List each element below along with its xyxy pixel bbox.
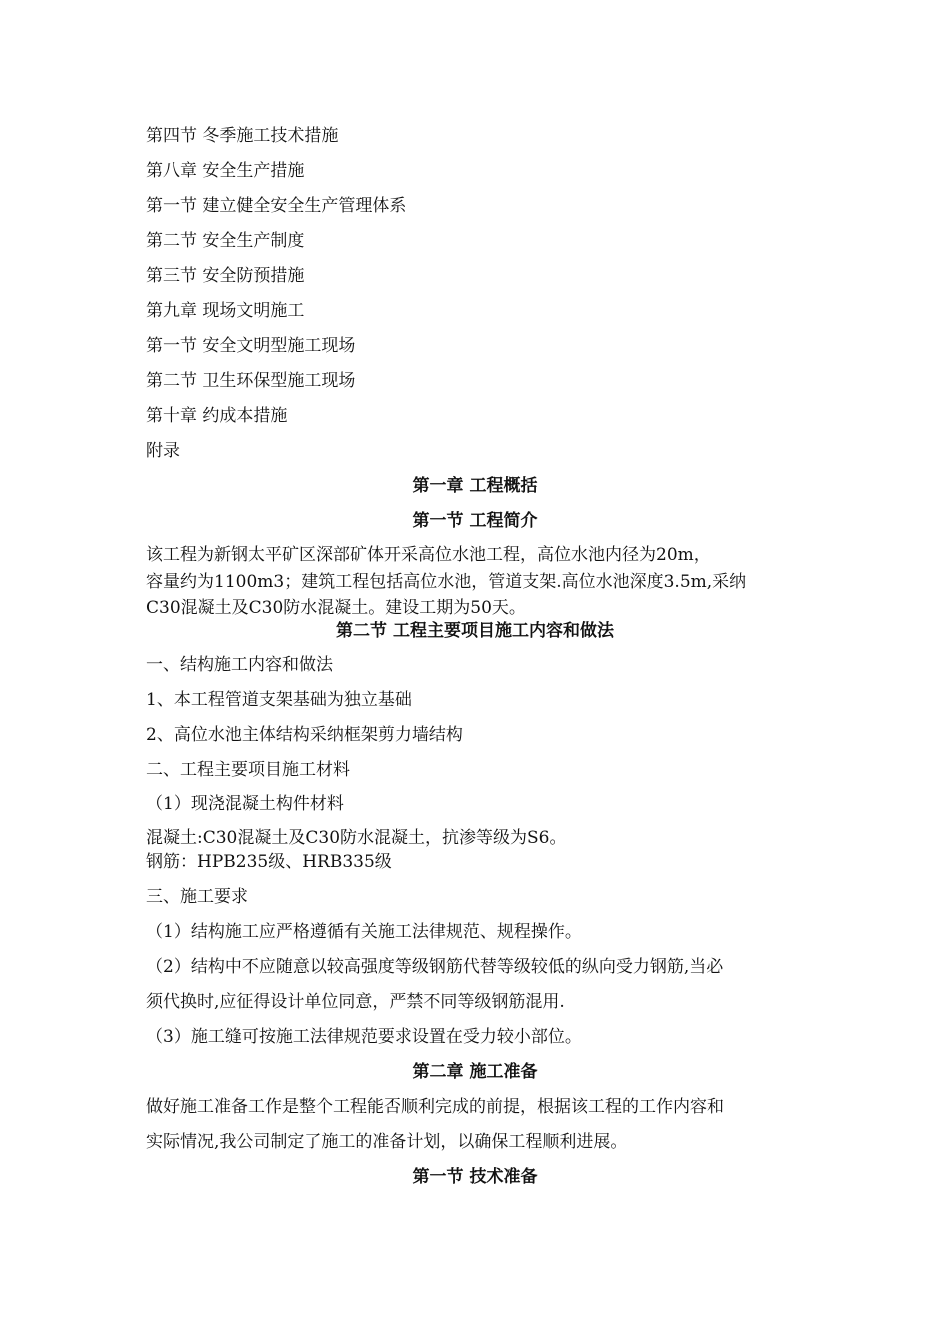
- content-line: 1、本工程管道支架基础为独立基础: [146, 690, 412, 710]
- toc-line: 第三节 安全防预措施: [146, 266, 305, 286]
- chapter-1-section-2-title: 第二节 工程主要项目施工内容和做法: [336, 621, 614, 641]
- toc-line: 附录: [146, 441, 180, 461]
- chapter-2-section-1-title: 第一节 技术准备: [412, 1167, 538, 1187]
- content-line: 2、高位水池主体结构采纳框架剪力墙结构: [146, 725, 463, 745]
- content-line: （2）结构中不应随意以较高强度等级钢筋代替等级较低的纵向受力钢筋,当必: [146, 957, 724, 977]
- content-line: 二、工程主要项目施工材料: [146, 760, 350, 780]
- toc-line: 第一节 建立健全安全生产管理体系: [146, 196, 407, 216]
- content-line: 钢筋：HPB235级、HRB335级: [146, 852, 392, 872]
- content-line: （1）结构施工应严格遵循有关施工法律规范、规程操作。: [146, 922, 582, 942]
- content-line: 实际情况,我公司制定了施工的准备计划，以确保工程顺利进展。: [146, 1132, 628, 1152]
- toc-line: 第十章 约成本措施: [146, 406, 288, 426]
- chapter-1-section-1-title: 第一节 工程简介: [412, 511, 538, 531]
- toc-line: 第九章 现场文明施工: [146, 301, 305, 321]
- chapter-2-title: 第二章 施工准备: [412, 1062, 538, 1082]
- toc-line: 第八章 安全生产措施: [146, 161, 305, 181]
- toc-line: 第四节 冬季施工技术措施: [146, 126, 339, 146]
- content-line: 做好施工准备工作是整个工程能否顺利完成的前提，根据该工程的工作内容和: [146, 1097, 724, 1117]
- intro-line: C30混凝土及C30防水混凝土。建设工期为50天。: [146, 598, 526, 618]
- content-line: 混凝土:C30混凝土及C30防水混凝土，抗渗等级为S6。: [146, 828, 567, 848]
- content-line: 须代换时,应征得设计单位同意，严禁不同等级钢筋混用.: [146, 992, 565, 1012]
- content-line: 一、结构施工内容和做法: [146, 655, 333, 675]
- chapter-1-title: 第一章 工程概括: [412, 476, 538, 496]
- content-line: （3）施工缝可按施工法律规范要求设置在受力较小部位。: [146, 1027, 582, 1047]
- toc-line: 第二节 安全生产制度: [146, 231, 305, 251]
- content-line: （1）现浇混凝土构件材料: [146, 794, 344, 814]
- intro-line: 该工程为新钢太平矿区深部矿体开采高位水池工程，高位水池内径为20m，: [146, 545, 711, 565]
- content-line: 三、施工要求: [146, 887, 248, 907]
- toc-line: 第一节 安全文明型施工现场: [146, 336, 356, 356]
- intro-line: 容量约为1100m3；建筑工程包括高位水池，管道支架.高位水池深度3.5m,采纳: [146, 572, 747, 592]
- toc-line: 第二节 卫生环保型施工现场: [146, 371, 356, 391]
